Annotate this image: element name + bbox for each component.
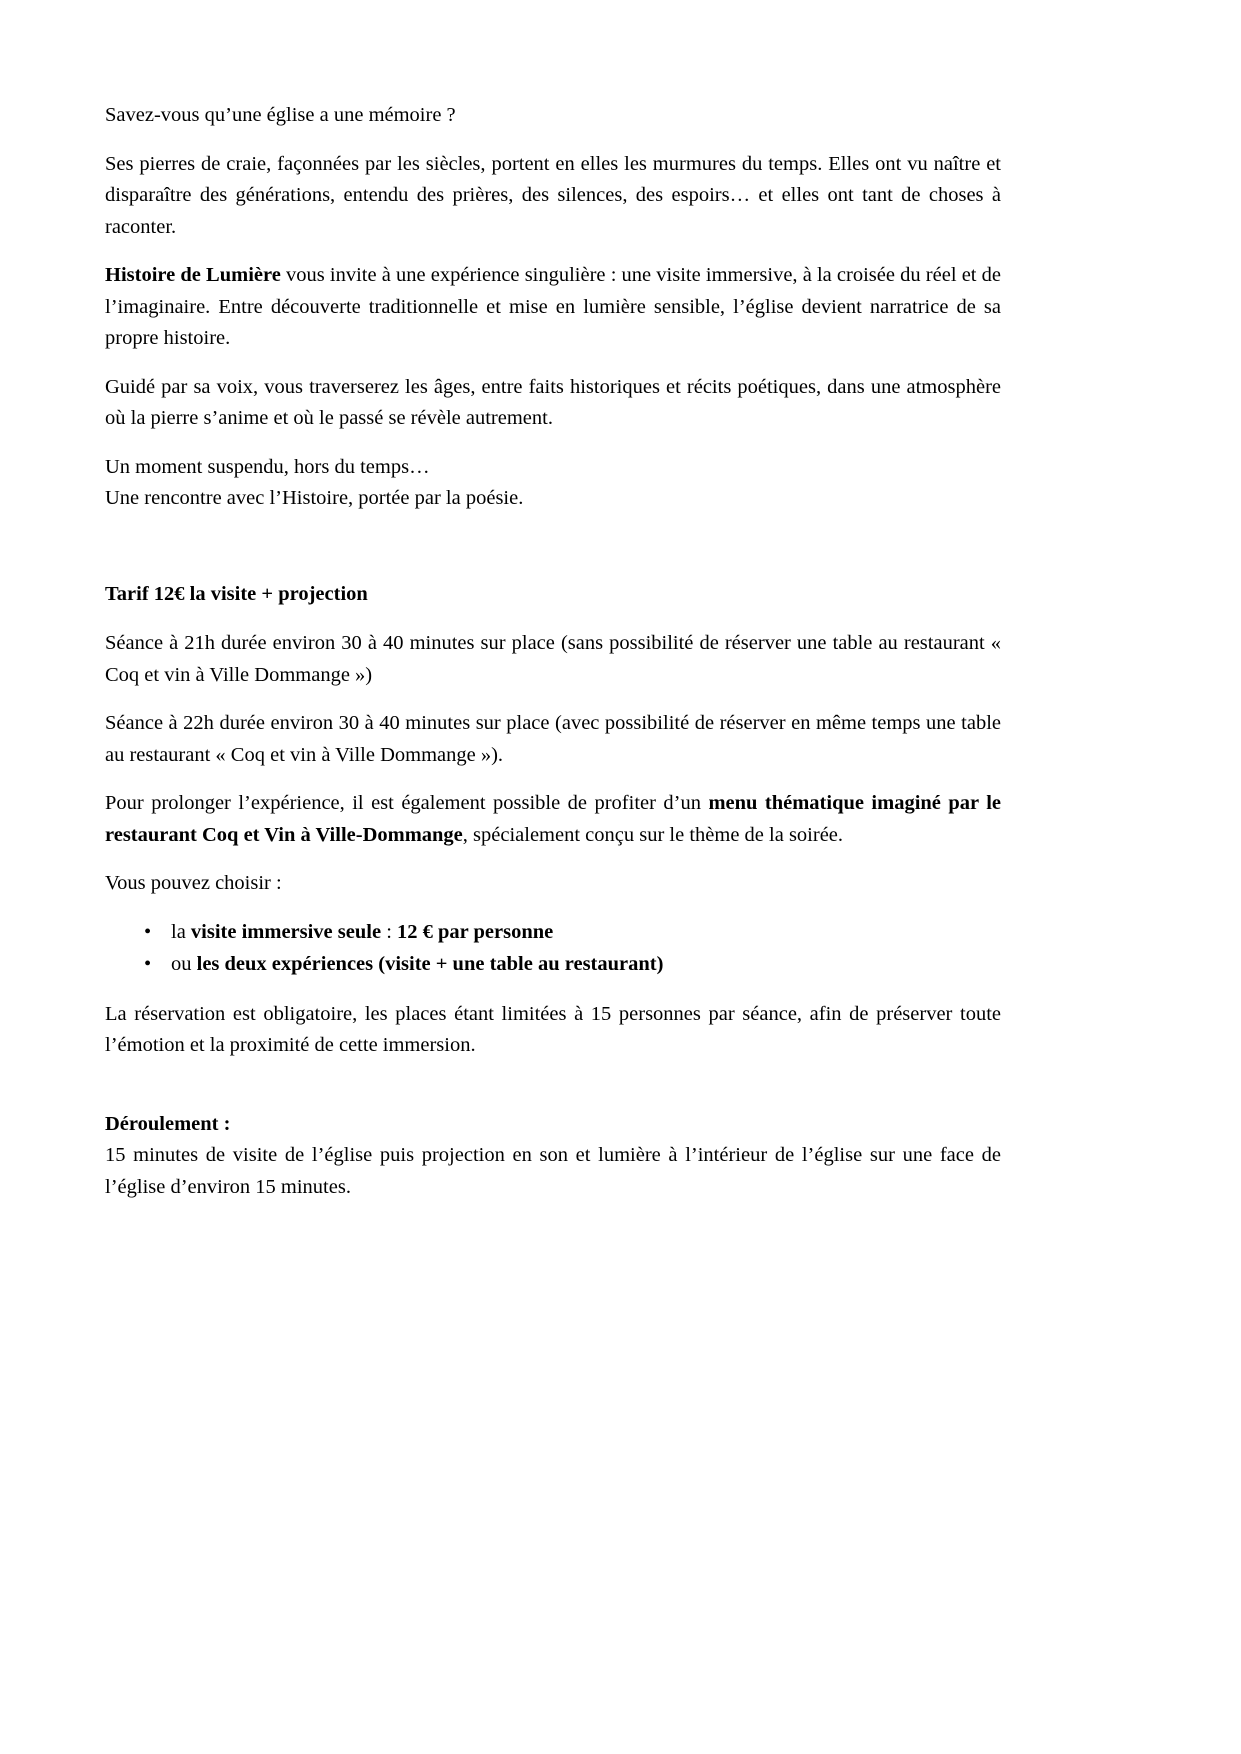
paragraph-choose-intro: Vous pouvez choisir : xyxy=(105,872,282,894)
choice-prefix: la xyxy=(171,920,191,943)
paragraph-menu xyxy=(105,788,1001,851)
paragraph-deroulement-body: 15 minutes de visite de l’église puis projection en son et lumière à l’intérieur de l’église sur une face de l’église d’environ 15 minutes. xyxy=(105,1144,1001,1198)
paragraph-reservation: La réservation est obligatoire, les places étant limitées à 15 personnes par séance, afin de préserver toute l’émotion et la proximité de cette immersion. xyxy=(105,1002,1001,1056)
menu-text-before: Pour prolonger l’expérience, il est également possible de profiter d’un xyxy=(105,792,709,814)
paragraph-suspended-line-2: Une rencontre avec l’Histoire, portée par la poésie. xyxy=(105,487,524,509)
list-item xyxy=(144,949,1001,981)
bullet-icon: • xyxy=(144,920,152,943)
section-spacer xyxy=(105,1079,1001,1109)
invite-rest: vous invite à une expérience singulière : une visite immersive, à la croisée du réel et de l’imaginaire. Entre découverte traditionnelle et mise en lumière sensible, l’église devient narratrice de sa propre histoire. xyxy=(105,264,1001,349)
invite-bold-lead: Histoire de Lumière xyxy=(105,264,281,286)
choices-list xyxy=(105,917,1001,981)
heading-deroulement: Déroulement : xyxy=(105,1112,231,1135)
menu-text-after: , spécialement conçu sur le thème de la soirée. xyxy=(462,823,844,846)
heading-tarif: Tarif 12€ la visite + projection xyxy=(105,582,368,605)
bullet-icon: • xyxy=(144,953,152,975)
choice-prefix: ou xyxy=(171,953,197,975)
menu-text-bold: menu thématique imaginé par le restaurant Coq et Vin à Ville-Dommange xyxy=(105,792,1001,846)
list-item xyxy=(144,917,1001,949)
paragraph-session-21h: Séance à 21h durée environ 30 à 40 minutes sur place (sans possibilité de réserver une table au restaurant « Coq et vin à Ville Dommange ») xyxy=(105,632,1001,686)
section-spacer xyxy=(105,532,1001,579)
choice-bold-primary: les deux expériences (visite + une table au restaurant) xyxy=(196,953,664,975)
paragraph-invite xyxy=(105,260,1001,355)
paragraph-suspended-line-1: Un moment suspendu, hors du temps… xyxy=(105,455,430,478)
choice-bold-primary: visite immersive seule xyxy=(190,920,382,943)
choice-bold-secondary: 12 € par personne xyxy=(397,920,554,943)
paragraph-guided: Guidé par sa voix, vous traverserez les âges, entre faits historiques et récits poétiques, dans une atmosphère où la pierre s’anime et où le passé se révèle autrement. xyxy=(105,375,1001,429)
paragraph-session-22h: Séance à 22h durée environ 30 à 40 minutes sur place (avec possibilité de réserver en même temps une table au restaurant « Coq et vin à Ville Dommange »). xyxy=(105,712,1001,766)
paragraph-stones: Ses pierres de craie, façonnées par les siècles, portent en elles les murmures du temps. Elles ont vu naître et disparaître des générations, entendu des prières, des silences, des espoirs… et elles ont tant de choses à raconter. xyxy=(105,152,1001,238)
choice-middle: : xyxy=(381,920,398,943)
document-body xyxy=(105,100,1001,1220)
paragraph-intro-question: Savez-vous qu’une église a une mémoire ? xyxy=(105,104,456,126)
